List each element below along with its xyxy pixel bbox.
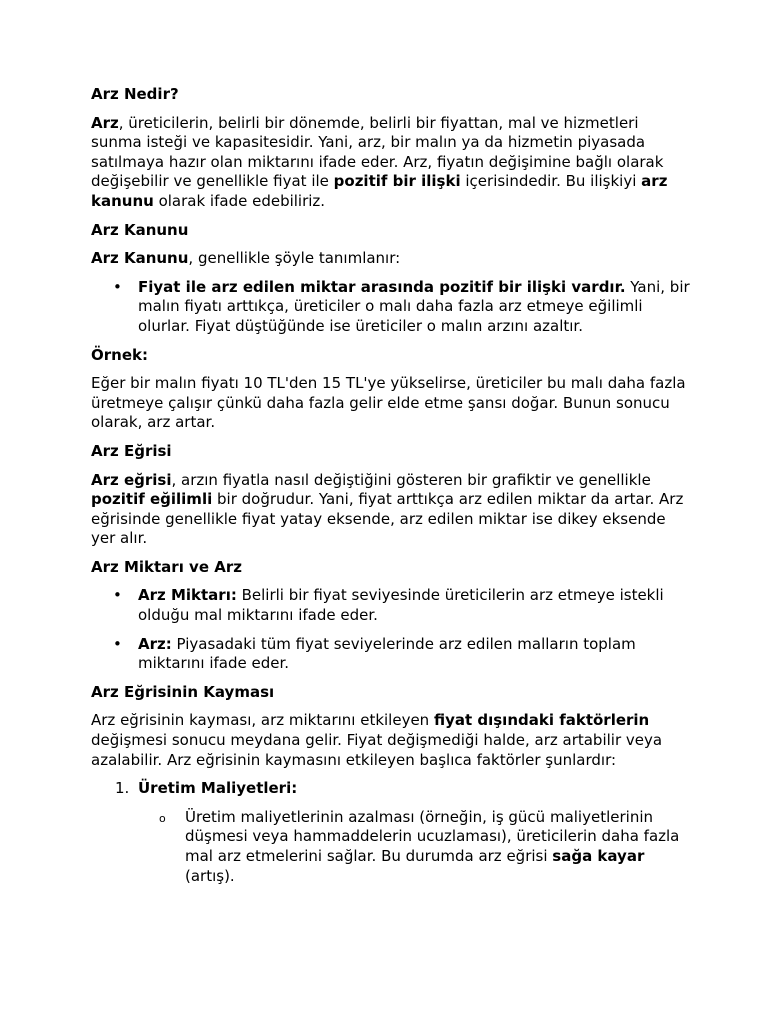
paragraph-arz-kanunu [91,249,691,269]
paragraph-text: bir doğrudur. Yani, fiyat arttıkça arz edilen miktar da artar. Arz eğrisinde genellikle fiyat yatay eksende, arz edilen miktar ise dikey eksende yer alır. [91,490,684,548]
bold-term: Arz Miktarı: [138,586,237,605]
document-page [91,85,691,895]
heading-arz-egrisi: Arz Eğrisi [91,441,172,460]
paragraph-text: , üreticilerin, belirli bir dönemde, belirli bir fiyattan, mal ve hizmetleri sunma isteği ve kapasitesidir. Yani, arz, bir malın ya da hizmetin piyasada satılmaya hazır olan miktarını ifade eder. Arz, fiyatın değişimine bağlı olarak değişebilir ve genellikle fiyat ile [91,113,664,191]
miktar-bullet-list [91,586,691,673]
sub-list-item [138,808,691,886]
bold-term: pozitif eğilimli [91,490,213,509]
list-item [91,635,691,674]
paragraph-text: içerisindedir. Bu ilişkiyi [460,172,642,191]
list-item-text: Üretim maliyetlerinin azalması (örneğin, iş gücü maliyetlerinin düşmesi veya hammaddelerin ucuzlaması), üreticilerin daha fazla mal arz etmelerini sağlar. Bu durumda arz eğrisi [185,807,680,865]
list-item-text: Belirli bir fiyat seviyesinde üreticilerin arz etmeye istekli olduğu mal miktarını ifade eder. [138,586,664,625]
paragraph-arz-egrisi [91,471,691,549]
bold-term: sağa kayar [552,847,645,865]
bold-term: Arz Kanunu [91,249,189,268]
paragraph-text: , arzın fiyatla nasıl değiştiğini gösteren bir grafiktir ve genellikle [171,470,651,489]
bold-term: Üretim Maliyetleri: [138,779,298,798]
bold-term: Arz: [138,634,172,653]
list-item-text: (artış). [185,866,235,885]
list-item [91,278,691,337]
sub-bullet-marker: o [159,811,166,825]
heading-ornek: Örnek: [91,345,148,364]
list-item [91,779,691,886]
bold-term: pozitif bir ilişki [333,172,461,191]
list-item-text: Piyasadaki tüm fiyat seviyelerinde arz edilen malların toplam miktarını ifade eder. [138,634,636,673]
paragraph-text: , genellikle şöyle tanımlanır: [188,249,401,268]
heading-arz-kanunu: Arz Kanunu [91,220,189,239]
sub-bullet-list [138,808,691,886]
factor-numbered-list [91,779,691,886]
law-bullet-list [91,278,691,337]
paragraph-text: Arz eğrisinin kayması, arz miktarını etkileyen [91,711,434,730]
bold-term: Fiyat ile arz edilen miktar arasında pozitif bir ilişki vardır. [138,277,626,296]
heading-arz-nedir: Arz Nedir? [91,85,179,103]
paragraph-text: değişmesi sonucu meydana gelir. Fiyat değişmediği halde, arz artabilir veya azalabilir. Arz eğrisinin kaymasını etkileyen başlıca faktörler şunlardır: [91,731,663,769]
paragraph-ornek: Eğer bir malın fiyatı 10 TL'den 15 TL'ye yükselirse, üreticiler bu malı daha fazla üretmeye çalışır çünkü daha fazla gelir elde etme şansı doğar. Bunun sonucu olarak, arz artar. [91,374,686,432]
bold-term: fiyat dışındaki faktörlerin [433,711,650,730]
bullet-marker: • [113,586,122,605]
bold-term: Arz [91,113,119,132]
bullet-marker: • [113,277,122,296]
list-item [91,586,691,625]
heading-arz-egrisinin-kaymasi: Arz Eğrisinin Kayması [91,682,275,701]
paragraph-arz-definition [91,114,691,212]
bold-term: arz kanunu [91,172,668,210]
list-item-text: Yani, bir malın fiyatı arttıkça, üreticiler o malı daha fazla arz etmeye eğilimli olurlar. Fiyat düştüğünde ise üreticiler o malın arzını azaltır. [138,277,690,335]
paragraph-kayma [91,711,691,770]
list-number: 1. [115,779,130,798]
bold-term: Arz eğrisi [91,470,172,489]
bullet-marker: • [113,634,122,653]
heading-arz-miktari: Arz Miktarı ve Arz [91,557,242,576]
paragraph-text: olarak ifade edebiliriz. [153,191,326,210]
